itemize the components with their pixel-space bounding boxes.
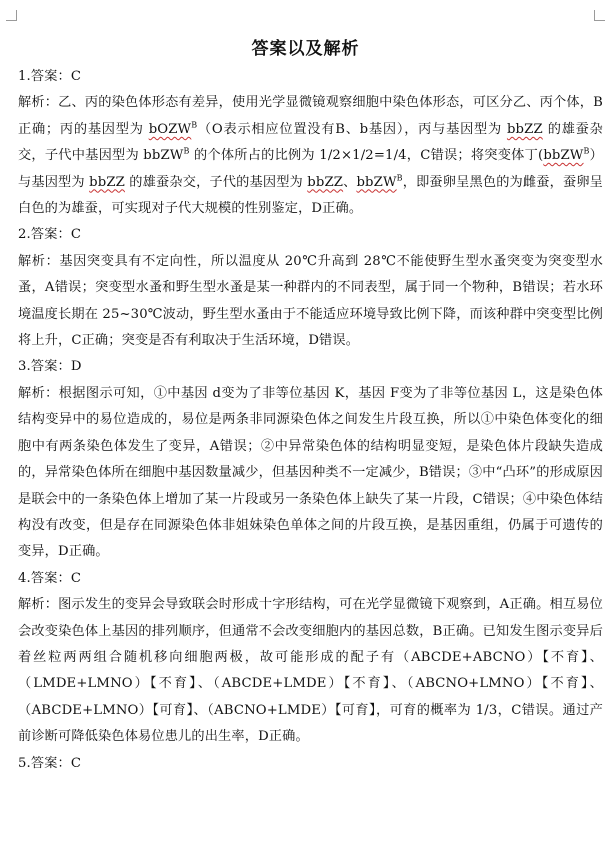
spellcheck-underlined-text: bOZW: [148, 121, 192, 137]
page-corner-mark-left: [6, 10, 17, 21]
superscript-text: B: [583, 146, 590, 156]
answer-line: 3.答案：D: [18, 359, 82, 375]
spellcheck-underlined-text: bbZW: [356, 174, 397, 190]
explanation-text: 的雄蚕杂交，子代的基因型为: [124, 174, 308, 190]
explanation-paragraph: [18, 249, 603, 355]
spellcheck-underlined-text: bbZZ: [506, 121, 543, 137]
spellcheck-underlined-text: bbZZ: [307, 174, 344, 190]
explanation-text: 、: [343, 174, 357, 190]
answer-line: 4.答案：C: [18, 570, 82, 586]
answer-list: [18, 64, 603, 777]
explanation-paragraph: [18, 381, 603, 566]
explanation-text: 解析：图示发生的变异会导致联会时形成十字形结构，可在光学显微镜下观察到，A正确。相互易位会改变染色体上基因的排列顺序，但通常不会改变细胞内的基因总数，B正确。已知发生图示变异后着丝粒两两组合随机移向细胞两极，故可能形成的配子有（ABCDE+ABCNO）【不育】、（LMDE+LMNO）【不育】、（ABCDE+LMDE）【不育】、（ABCNO+LMNO）【不育】、（ABCDE+LMNO）【可育】、（ABCNO+LMDE）【可育】，可育的概率为 1/3，C错误。通过产前诊断可降低染色体易位患儿的出生率，D正确。: [18, 597, 603, 745]
explanation-paragraph: [18, 90, 603, 222]
page-corner-mark-right: [594, 10, 605, 21]
document-title: 答案以及解析: [251, 39, 360, 59]
spellcheck-underlined-text: bbZW: [543, 148, 584, 164]
answer-line: 2.答案：C: [18, 227, 82, 243]
explanation-paragraph: [18, 592, 603, 750]
answer-line: 1.答案：C: [18, 69, 82, 84]
explanation-text: ，即蚕卵呈黑色的为雌蚕，蚕卵呈白色的为雄蚕，可实现对子代大规模的性别鉴定，D正确。: [18, 174, 604, 217]
explanation-text: 解析：根据图示可知，①中基因 d变为了非等位基因 K，基因 F变为了非等位基因 L，这是染色体结构变异中的易位造成的，易位是两条非同源染色体之间发生片段互换，所以①中染色体变化的细胞中有两条染色体发生了变异，A错误；②中异常染色体的结构明显变短，是染色体片段缺失造成的，异常染色体所在细胞中基因数量减少，但基因种类不一定减少，B错误；③中“凸环”的形成原因是联会中的一条染色体上增加了某一片段或另一条染色体上缺失了某一片段，C错误；④中染色体结构没有改变，但是存在同源染色体非姐妹染色单体之间的片段互换，是基因重组，仍属于可遗传的变异，D正确。: [18, 385, 603, 560]
explanation-text: 的雄蚕杂交，子代中基因型为 bbZW: [18, 121, 603, 164]
superscript-text: B: [191, 120, 198, 130]
explanation-text: ）与基因型为: [18, 148, 603, 190]
explanation-text: 解析：乙、丙的染色体形态有差异，使用光学显微镜观察细胞中染色体形态，可区分乙、丙个体，B正确；丙的基因型为: [18, 95, 603, 137]
spellcheck-underlined-text: bbZZ: [89, 174, 125, 190]
answer-line: 5.答案：C: [18, 755, 82, 771]
superscript-text: B: [183, 146, 190, 156]
explanation-text: （O表示相应位置没有B、b基因），丙与基因型为: [197, 121, 507, 137]
superscript-text: B: [396, 173, 403, 183]
explanation-text: 的个体所占的比例为 1/2×1/2=1/4，C错误；将突变体丁(: [189, 148, 544, 164]
explanation-text: 解析：基因突变具有不定向性，所以温度从 20℃升高到 28℃不能使野生型水蚤突变为突变型水蚤，A错误；突变型水蚤和野生型水蚤是某一种群内的不同表型，属于同一个物种，B错误；若水环境温度长期在 25~30℃波动，野生型水蚤由于不能适应环境导致比例下降，而该种群中突变型比例将上升，C正确；突变是否有利取决于生活环境，D错误。: [18, 253, 603, 349]
